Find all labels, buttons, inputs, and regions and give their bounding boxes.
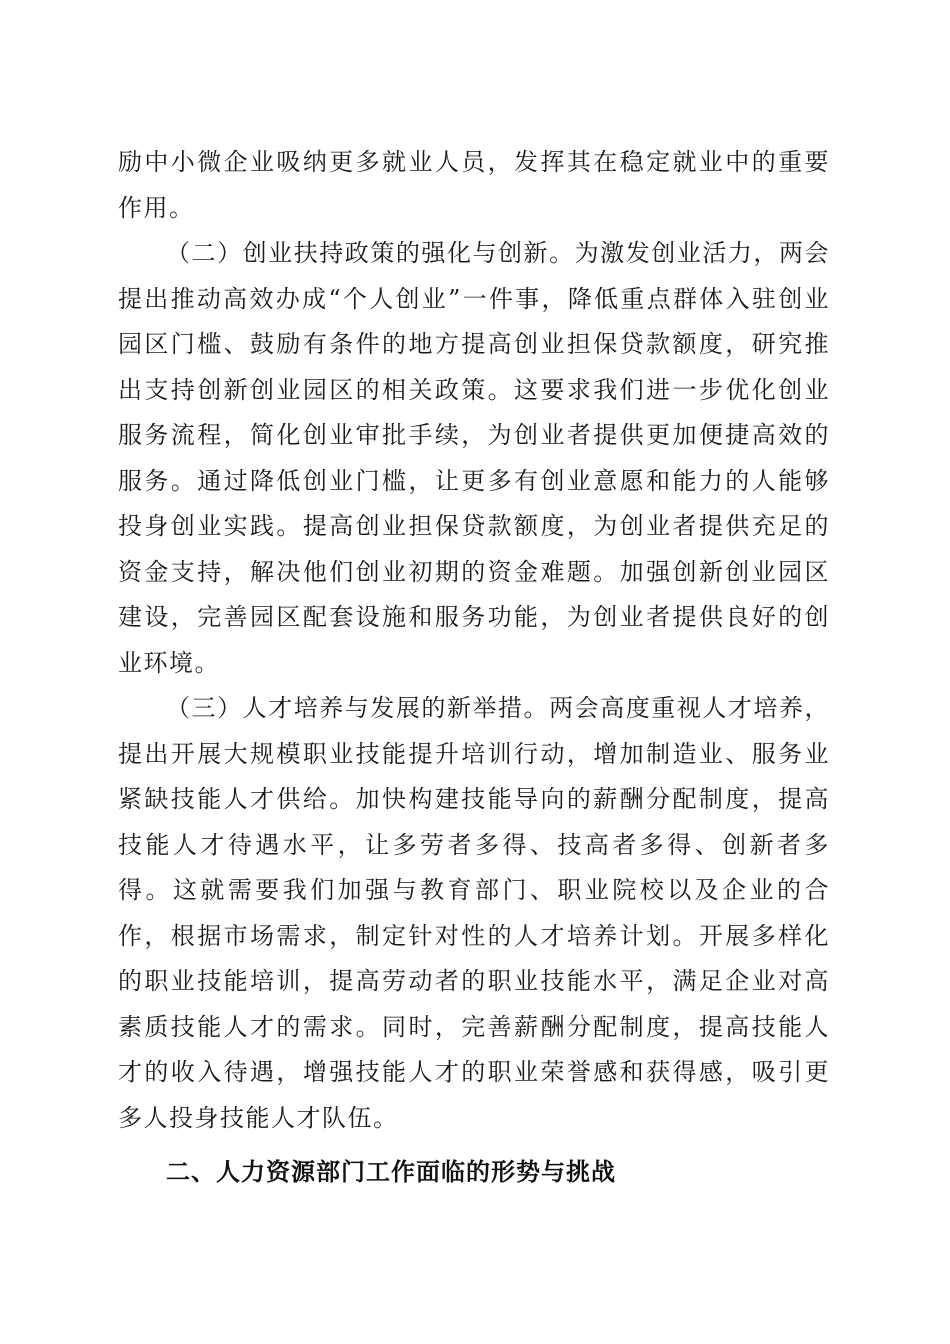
paragraph-text: 励中小微企业吸纳更多就业人员，发挥其在稳定就业中的重要作用。 [118, 148, 830, 222]
paragraph-text: 为激发创业活力，两会提出推动高效办成“个人创业”一件事，降低重点群体入驻创业园区门槛、鼓励有条件的地方提高创业担保贷款额度，研究推出支持创新创业园区的相关政策。这要求我们进一步优化创业服务流程，简化创业审批手续，为创业者提供更加便捷高效的服务。通过降低创业门槛，让更多有创业意愿和能力的人能够投身创业实践。提高创业担保贷款额度，为创业者提供充足的资金支持，解决他们创业初期的资金难题。加强创新创业园区建设，完善园区配套设施和服务功能，为创业者提供良好的创业环境。 [118, 239, 830, 677]
paragraph-lead: （三）人才培养与发展的新举措。 [166, 694, 550, 722]
paragraph-entrepreneurship [118, 231, 830, 686]
document-body [118, 140, 830, 1195]
paragraph-lead: （二）创业扶持政策的强化与创新。 [166, 239, 575, 267]
paragraph-continuation [118, 140, 830, 231]
paragraph-text: 两会高度重视人才培养，提出开展大规模职业技能提升培训行动，增加制造业、服务业紧缺技能人才供给。加快构建技能导向的薪酬分配制度，提高技能人才待遇水平，让多劳者多得、技高者多得、创新者多得。这就需要我们加强与教育部门、职业院校以及企业的合作，根据市场需求，制定针对性的人才培养计划。开展多样化的职业技能培训，提高劳动者的职业技能水平，满足企业对高素质技能人才的需求。同时，完善薪酬分配制度，提高技能人才的收入待遇，增强技能人才的职业荣誉感和获得感，吸引更多人投身技能人才队伍。 [118, 694, 831, 1132]
paragraph-talent [118, 686, 830, 1141]
section-heading: 二、人力资源部门工作面临的形势与挑战 [166, 1158, 616, 1186]
